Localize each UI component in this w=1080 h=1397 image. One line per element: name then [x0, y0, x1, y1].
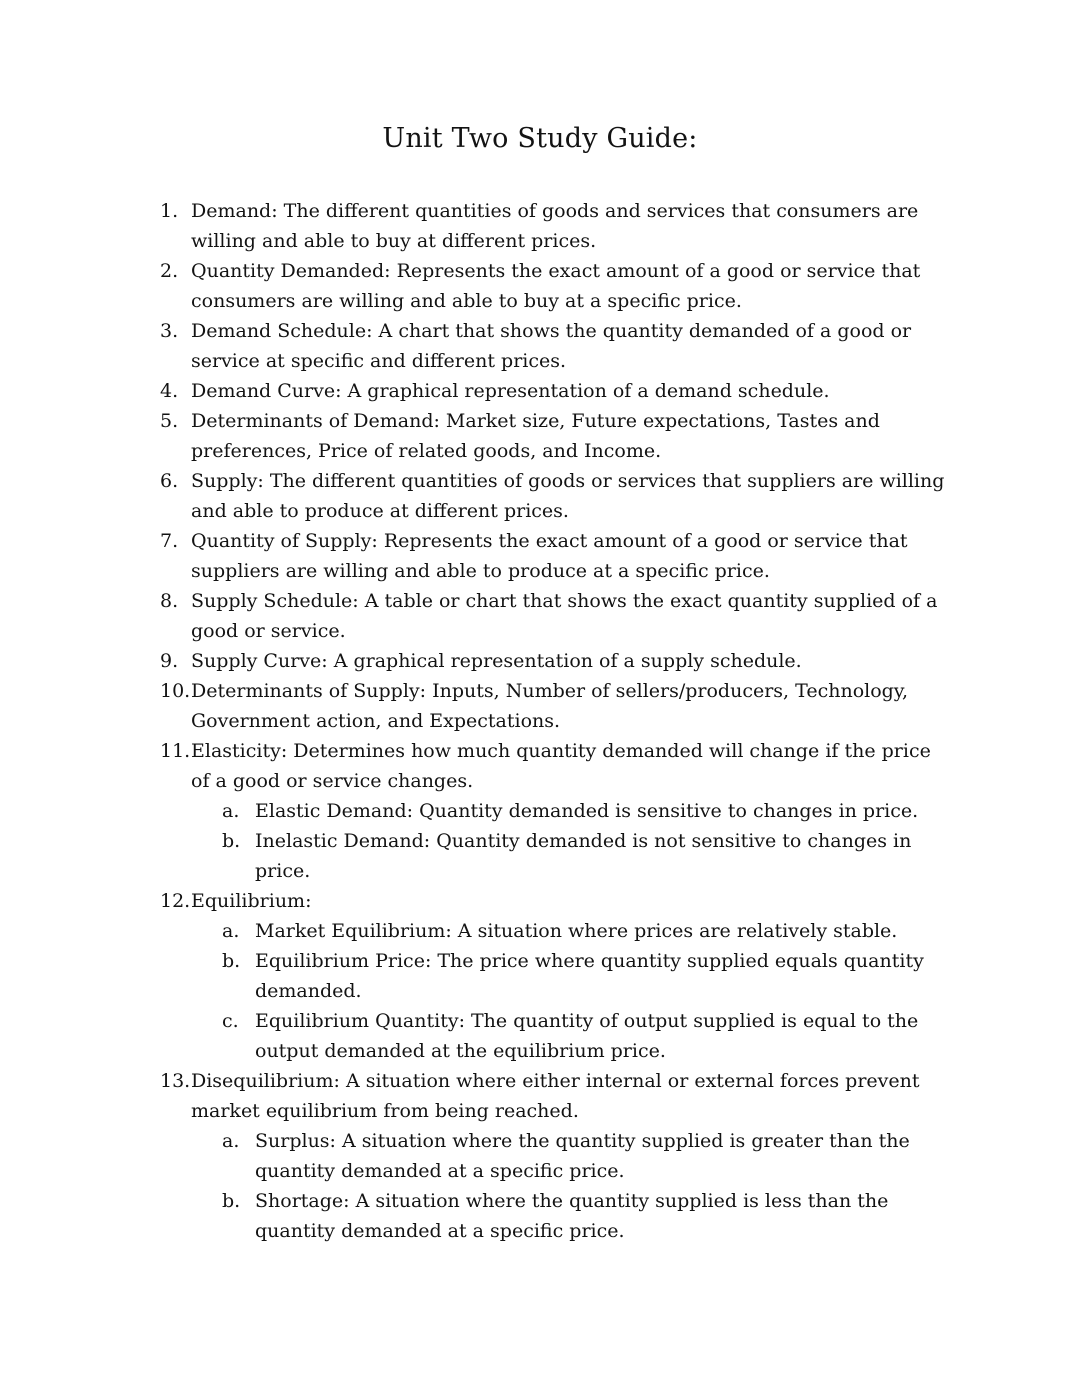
list-item-number: 9. — [160, 650, 179, 672]
list-item-text: Supply Curve: A graphical representation of a supply schedule. — [191, 650, 802, 672]
list-item-number: 7. — [160, 530, 179, 552]
document-body — [0, 156, 1080, 1306]
list-item-number: 10. — [160, 680, 191, 702]
list-item-text: Determinants of Supply: Inputs, Number of sellers/producers, Technology, Government action, and Expectations. — [191, 680, 909, 732]
list-item-number: 12. — [160, 890, 191, 912]
sub-item-text: Elastic Demand: Quantity demanded is sensitive to changes in price. — [255, 800, 919, 822]
list-item — [160, 646, 954, 676]
sub-list-item — [222, 946, 954, 1006]
list-item — [160, 196, 954, 256]
list-item-number: 6. — [160, 470, 179, 492]
list-item — [160, 586, 954, 646]
list-item-text: Elasticity: Determines how much quantity demanded will change if the price of a good or service changes. — [191, 740, 931, 792]
list-item — [160, 1066, 954, 1126]
sub-item-text: Shortage: A situation where the quantity supplied is less than the quantity demanded at a specific price. — [255, 1190, 889, 1242]
list-item-text: Demand: The different quantities of goods and services that consumers are willing and able to buy at different prices. — [191, 200, 919, 252]
list-item — [160, 886, 954, 916]
sub-item-letter: a. — [222, 800, 240, 822]
list-item — [160, 466, 954, 526]
list-item — [160, 676, 954, 736]
sub-item-letter: b. — [222, 950, 241, 972]
list-item-text: Equilibrium: — [191, 890, 312, 912]
list-item-text: Quantity Demanded: Represents the exact amount of a good or service that consumers are willing and able to buy at a specific price. — [191, 260, 921, 312]
sub-item-text: Surplus: A situation where the quantity supplied is greater than the quantity demanded at a specific price. — [255, 1130, 910, 1182]
list-item — [160, 316, 954, 376]
sub-item-letter: a. — [222, 920, 240, 942]
sub-list-item — [222, 1186, 954, 1246]
list-item-text: Supply Schedule: A table or chart that shows the exact quantity supplied of a good or service. — [191, 590, 938, 642]
list-item — [160, 376, 954, 406]
list-item-text: Determinants of Demand: Market size, Future expectations, Tastes and preferences, Price of related goods, and Income. — [191, 410, 880, 462]
list-item-number: 4. — [160, 380, 179, 402]
list-item-number: 8. — [160, 590, 179, 612]
study-guide-list — [160, 196, 954, 1246]
sub-list-item — [222, 826, 954, 886]
list-item — [160, 406, 954, 466]
sub-list-item — [222, 796, 954, 826]
list-item-text: Supply: The different quantities of goods or services that suppliers are willing and able to produce at different prices. — [191, 470, 945, 522]
sub-item-letter: b. — [222, 1190, 241, 1212]
sub-item-text: Equilibrium Price: The price where quantity supplied equals quantity demanded. — [255, 950, 924, 1002]
document-title: Unit Two Study Guide: — [382, 123, 698, 154]
list-item-text: Demand Schedule: A chart that shows the quantity demanded of a good or service at specific and different prices. — [191, 320, 912, 372]
list-item-number: 3. — [160, 320, 179, 342]
list-item-text: Quantity of Supply: Represents the exact amount of a good or service that suppliers are willing and able to produce at a specific price. — [191, 530, 908, 582]
list-item-number: 5. — [160, 410, 179, 432]
list-item-number: 11. — [160, 740, 191, 762]
sub-item-letter: c. — [222, 1010, 239, 1032]
sub-item-text: Equilibrium Quantity: The quantity of output supplied is equal to the output demanded at the equilibrium price. — [255, 1010, 919, 1062]
sub-list-item — [222, 1126, 954, 1186]
sub-list-item — [222, 1006, 954, 1066]
sub-item-text: Market Equilibrium: A situation where prices are relatively stable. — [255, 920, 898, 942]
sub-item-text: Inelastic Demand: Quantity demanded is not sensitive to changes in price. — [255, 830, 912, 882]
sub-item-letter: b. — [222, 830, 241, 852]
list-item-text: Disequilibrium: A situation where either internal or external forces prevent market equilibrium from being reached. — [191, 1070, 920, 1122]
list-item-number: 13. — [160, 1070, 191, 1092]
list-item — [160, 526, 954, 586]
list-item-number: 1. — [160, 200, 179, 222]
list-item-text: Demand Curve: A graphical representation of a demand schedule. — [191, 380, 830, 402]
list-item-number: 2. — [160, 260, 179, 282]
sub-item-letter: a. — [222, 1130, 240, 1152]
list-item — [160, 256, 954, 316]
list-item — [160, 736, 954, 796]
sub-list-item — [222, 916, 954, 946]
